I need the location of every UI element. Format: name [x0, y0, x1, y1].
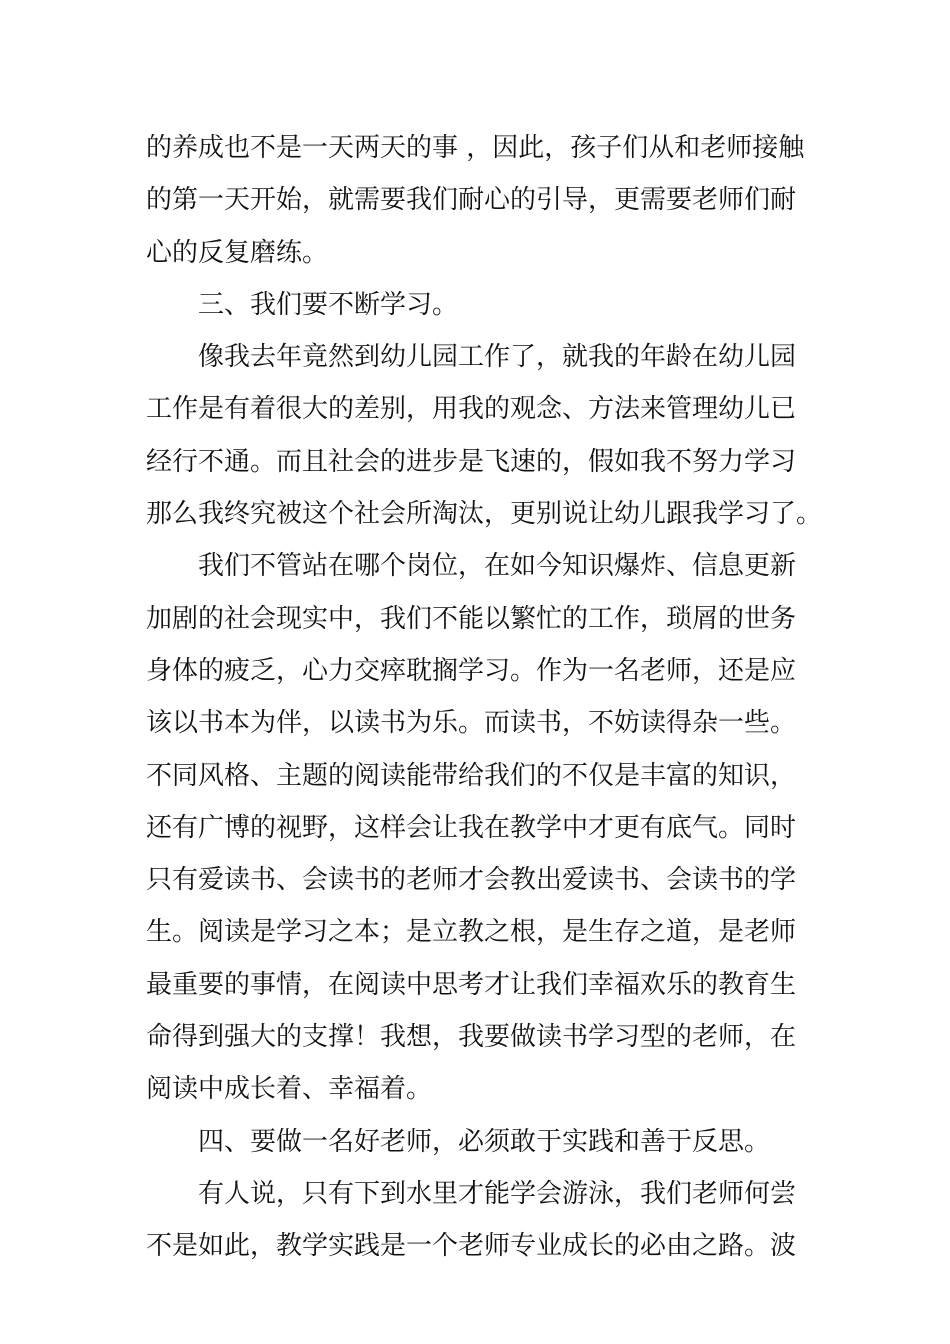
text-line-5: 像我去年竟然到幼儿园工作了，就我的年龄在幼儿园: [198, 342, 797, 373]
section-heading-3: 三、我们要不断学习。: [198, 289, 459, 320]
section-heading-4: 四、要做一名好老师，必须敢于实践和善于反思。: [198, 1126, 771, 1157]
text-line-7: 经行不通。而且社会的进步是飞速的，假如我不努力学习: [146, 446, 797, 477]
text-line-18: 命得到强大的支撑！我想，我要做读书学习型的老师，在: [146, 1022, 797, 1053]
text-line-1: 的养成也不是一天两天的事 ，因此，孩子们从和老师接触: [146, 133, 805, 163]
text-line-17: 最重要的事情，在阅读中思考才让我们幸福欢乐的教育生: [146, 969, 797, 1000]
body-text: [146, 122, 823, 1273]
text-line-13: 不同风格、主题的阅读能带给我们的不仅是丰富的知识，: [146, 760, 797, 791]
text-line-6: 工作是有着很大的差别，用我的观念、方法来管理幼儿已: [146, 394, 797, 425]
text-line-12: 该以书本为伴，以读书为乐。而读书，不妨读得杂一些。: [146, 708, 797, 739]
text-line-8: 那么我终究被这个社会所淘汰，更别说让幼儿跟我学习了。: [146, 499, 823, 530]
text-line-14: 还有广博的视野，这样会让我在教学中才更有底气。同时: [146, 812, 797, 843]
text-line-22: 不是如此，教学实践是一个老师专业成长的必由之路。波: [146, 1231, 797, 1262]
text-line-9: 我们不管站在哪个岗位，在如今知识爆炸、信息更新: [198, 551, 797, 582]
text-line-16: 生。阅读是学习之本；是立教之根，是生存之道，是老师: [146, 917, 797, 948]
text-line-19: 阅读中成长着、幸福着。: [146, 1074, 433, 1105]
text-line-21: 有人说，只有下到水里才能学会游泳，我们老师何尝: [198, 1178, 797, 1209]
text-line-10: 加剧的社会现实中，我们不能以繁忙的工作，琐屑的世务: [146, 603, 797, 634]
text-line-3: 心的反复磨练。: [146, 237, 329, 268]
text-line-15: 只有爱读书、会读书的老师才会教出爱读书、会读书的学: [146, 865, 797, 896]
text-line-2: 的第一天开始，就需要我们耐心的引导，更需要老师们耐: [146, 185, 797, 216]
text-line-11: 身体的疲乏，心力交瘁耽搁学习。作为一名老师，还是应: [146, 655, 797, 686]
